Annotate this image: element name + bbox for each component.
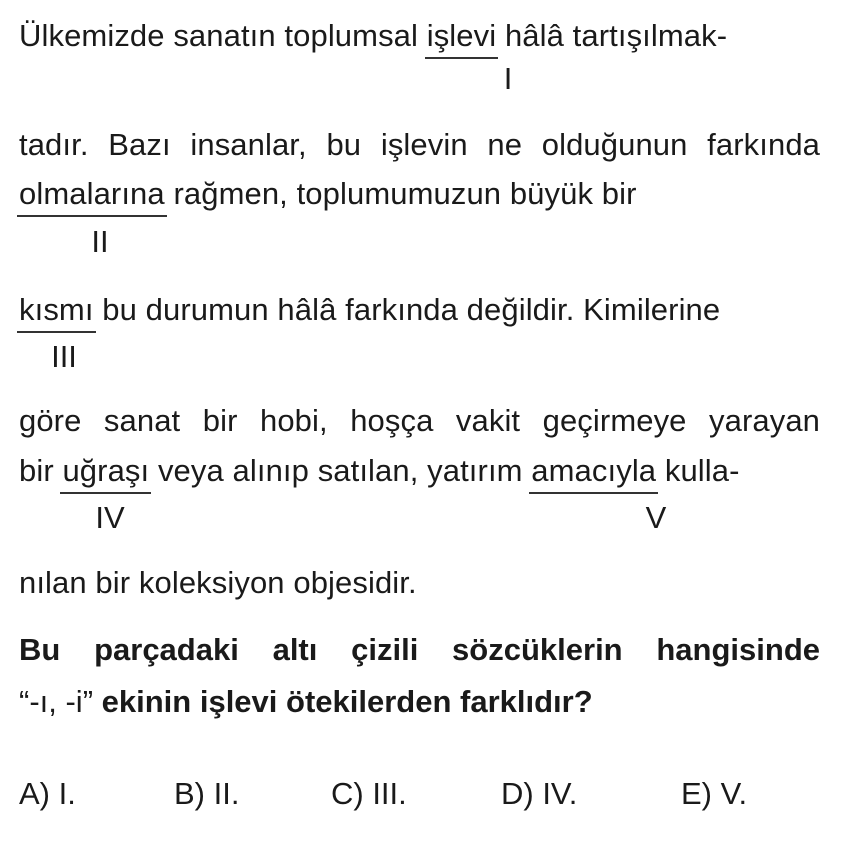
underlined-word-2: olmalarına — [19, 176, 165, 211]
option-e[interactable]: E) V. — [681, 776, 748, 811]
question-line-2 — [19, 683, 820, 721]
option-d[interactable]: D) IV. — [501, 776, 578, 811]
line4-post: bu durumun hâlâ farkında değildir. Kimilerine — [93, 292, 721, 327]
roman-numeral-i: I — [503, 61, 513, 96]
roman-numeral-iii: III — [51, 339, 77, 374]
line3-post: rağmen, toplumumuzun büyük bir — [164, 176, 637, 211]
passage-line-6 — [19, 452, 740, 490]
passage-line-4 — [19, 291, 720, 329]
line1-pre: Ülkemizde sanatın toplumsal — [19, 18, 427, 53]
suffix-label: “-ı, -i” — [19, 684, 94, 719]
line6-post: kulla- — [656, 453, 740, 488]
roman-numeral-ii: II — [91, 224, 109, 259]
passage-line-1 — [19, 17, 727, 55]
underlined-word-3: kısmı — [19, 292, 94, 327]
option-c[interactable]: C) III. — [331, 776, 407, 811]
underlined-word-5: amacıyla — [531, 453, 657, 488]
roman-numeral-iv: IV — [95, 500, 125, 535]
passage-line-2: tadır. Bazı insanlar, bu işlevin ne olduğunun farkında — [19, 127, 820, 162]
option-b[interactable]: B) II. — [174, 776, 240, 811]
line6-pre: bir — [19, 453, 63, 488]
passage-line-5: göre sanat bir hobi, hoşça vakit geçirmeye yarayan — [19, 403, 820, 438]
passage-line-7: nılan bir koleksiyon objesidir. — [19, 565, 417, 600]
roman-numeral-v: V — [645, 500, 667, 535]
line6-mid: veya alınıp satılan, yatırım — [149, 453, 532, 488]
option-a[interactable]: A) I. — [19, 776, 76, 811]
passage-line-3 — [19, 175, 637, 213]
line1-post: hâlâ tartışılmak- — [496, 18, 728, 53]
question-line-1: Bu parçadaki altı çizili sözcüklerin hangisinde — [19, 632, 820, 667]
question-line-2-text: ekinin işlevi ötekilerden farklıdır? — [93, 684, 593, 719]
underlined-word-1: işlevi — [426, 18, 497, 53]
underlined-word-4: uğraşı — [62, 453, 150, 488]
